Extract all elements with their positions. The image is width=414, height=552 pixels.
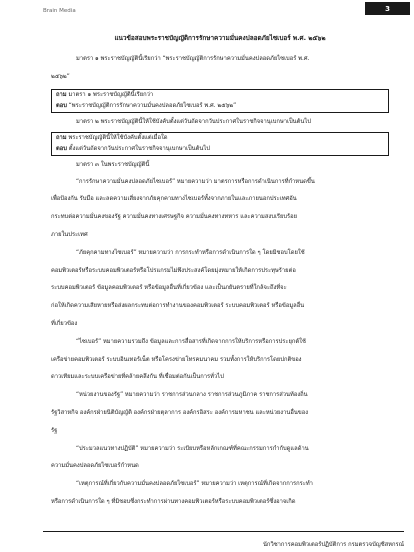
definition-cyber-threat [51, 247, 389, 330]
footer-text: นักวิชาการคอมพิวเตอร์ปฏิบัติการ กรมตรวจบัญชีสหกรณ์ [262, 542, 404, 548]
question-text: พระราชบัญญัตินี้ให้ใช้บังคับตั้งแต่เมื่อใด [68, 134, 168, 141]
answer-text: ตั้งแต่วันถัดจากวันประกาศในราชกิจจานุเบกษาเป็นต้นไป [68, 145, 210, 152]
question-text: มาตรา ๑ พระราชบัญญัตินี้เรียกว่า [68, 91, 154, 98]
answer-label: ตอบ [56, 145, 67, 152]
text-line: มาตรา ๑ พระราชบัญญัตินี้เรียกว่า “พระราชบัญญัติการรักษาความมั่นคงปลอดภัยไซเบอร์ พ.ศ. [76, 56, 310, 62]
text-line: เครือข่ายคอมพิวเตอร์ ระบบอินเทอร์เน็ต หรือโครงข่ายโทรคมนาคม รวมทั้งการให้บริการโดยปกติของ [51, 356, 302, 363]
qa-box-2 [51, 132, 389, 156]
text-line: หรือการดำเนินการใด ๆ ที่มิชอบซึ่งกระทำการผ่านทางคอมพิวเตอร์หรือระบบคอมพิวเตอร์ซึ่งอาจเกิด [51, 498, 296, 505]
answer-label: ตอบ [56, 102, 67, 109]
section-2-paragraph: มาตรา ๒ พระราชบัญญัตินี้ให้ใช้บังคับตั้งแต่วันถัดจากวันประกาศในราชกิจจานุเบกษาเป็นต้นไป [76, 118, 311, 125]
question-label: ถาม [56, 134, 67, 141]
text-line: “ประมวลแนวทางปฏิบัติ” หมายความว่า ระเบียบหรือหลักเกณฑ์ที่คณะกรรมการกำกับดูแลด้าน [76, 445, 309, 452]
text-line: “ภัยคุกคามทางไซเบอร์” หมายความว่า การกระทำหรือการดำเนินการใด ๆ โดยมิชอบโดยใช้ [76, 249, 305, 256]
text-line: ภายในประเทศ [51, 231, 88, 238]
definition-cyber-incident [51, 478, 389, 508]
answer-line [56, 101, 384, 112]
definition-state-agency [51, 389, 389, 437]
text-line: ระบบคอมพิวเตอร์ ข้อมูลคอมพิวเตอร์ หรือข้อมูลอื่นที่เกี่ยวข้อง และเป็นภยันตรายที่ใกล้จะถึงที่จะ [51, 285, 287, 292]
text-line: “หน่วยงานของรัฐ” หมายความว่า ราชการส่วนกลาง ราชการส่วนภูมิภาค ราชการส่วนท้องถิ่น [76, 392, 308, 399]
text-line: คอมพิวเตอร์หรือระบบคอมพิวเตอร์หรือโปรแกรมไม่พึงประสงค์โดยมุ่งหมายให้เกิดการประทุษร้ายต่อ [51, 267, 296, 274]
answer-line [56, 144, 384, 155]
text-line: รัฐ [51, 427, 58, 434]
text-line: กระทบต่อความมั่นคงของรัฐ ความมั่นคงทางเศรษฐกิจ ความมั่นคงทางทหาร และความสงบเรียบร้อย [51, 214, 298, 221]
question-line [56, 133, 384, 144]
text-line: เพื่อป้องกัน รับมือ และลดความเสี่ยงจากภัยคุกคามทางไซเบอร์ทั้งจากภายในและภายนอกประเทศอัน [51, 196, 297, 203]
text-line: ที่เกี่ยวข้อง [51, 320, 78, 327]
text-line: ก่อให้เกิดความเสียหายหรือส่งผลกระทบต่อการทำงานของคอมพิวเตอร์ ระบบคอมพิวเตอร์ หรือข้อมูลอื่น [51, 303, 305, 310]
text-line: “ไซเบอร์” หมายความรวมถึง ข้อมูลและการสื่อสารที่เกิดจากการให้บริการหรือการประยุกต์ใช้ [76, 338, 306, 345]
text-line: ๒๕๖๒” [51, 73, 70, 80]
question-label: ถาม [56, 91, 67, 98]
question-line [56, 90, 384, 101]
text-line: “การรักษาความมั่นคงปลอดภัยไซเบอร์” หมายความว่า มาตรการหรือการดำเนินการที่กำหนดขึ้น [76, 178, 315, 185]
text-line: รัฐวิสาหกิจ องค์กรฝ่ายนิติบัญญัติ องค์กรฝ่ายตุลาการ องค์กรอิสระ องค์การมหาชน และหน่วยงานอื่นของ [51, 409, 309, 416]
qa-box-1 [51, 89, 389, 113]
definition-code-of-practice [51, 443, 389, 473]
page-title: แนวข้อสอบพระราชบัญญัติการรักษาความมั่นคงปลอดภัยไซเบอร์ พ.ศ. ๒๕๖๒ [114, 34, 326, 42]
definition-cybersecurity [51, 176, 389, 241]
brand-label: Brain Media [43, 8, 76, 14]
section-3-paragraph: มาตรา ๓ ในพระราชบัญญัตินี้ [76, 161, 150, 168]
text-line: ดาวเทียมและระบบเครือข่ายที่คล้ายคลึงกัน ที่เชื่อมต่อกันเป็นการทั่วไป [51, 374, 224, 381]
answer-text: “พระราชบัญญัติการรักษาความมั่นคงปลอดภัยไซเบอร์ พ.ศ. ๒๕๖๒” [68, 102, 237, 109]
text-line: ความมั่นคงปลอดภัยไซเบอร์กำหนด [51, 463, 139, 470]
page-number: 3 [365, 2, 410, 15]
text-line: “เหตุการณ์ที่เกี่ยวกับความมั่นคงปลอดภัยไซเบอร์” หมายความว่า เหตุการณ์ที่เกิดจากการกระทำ [76, 481, 313, 488]
footer-rule [43, 531, 404, 532]
section-1-paragraph [51, 53, 389, 83]
document-body [51, 32, 389, 514]
definition-cyber [51, 336, 389, 384]
